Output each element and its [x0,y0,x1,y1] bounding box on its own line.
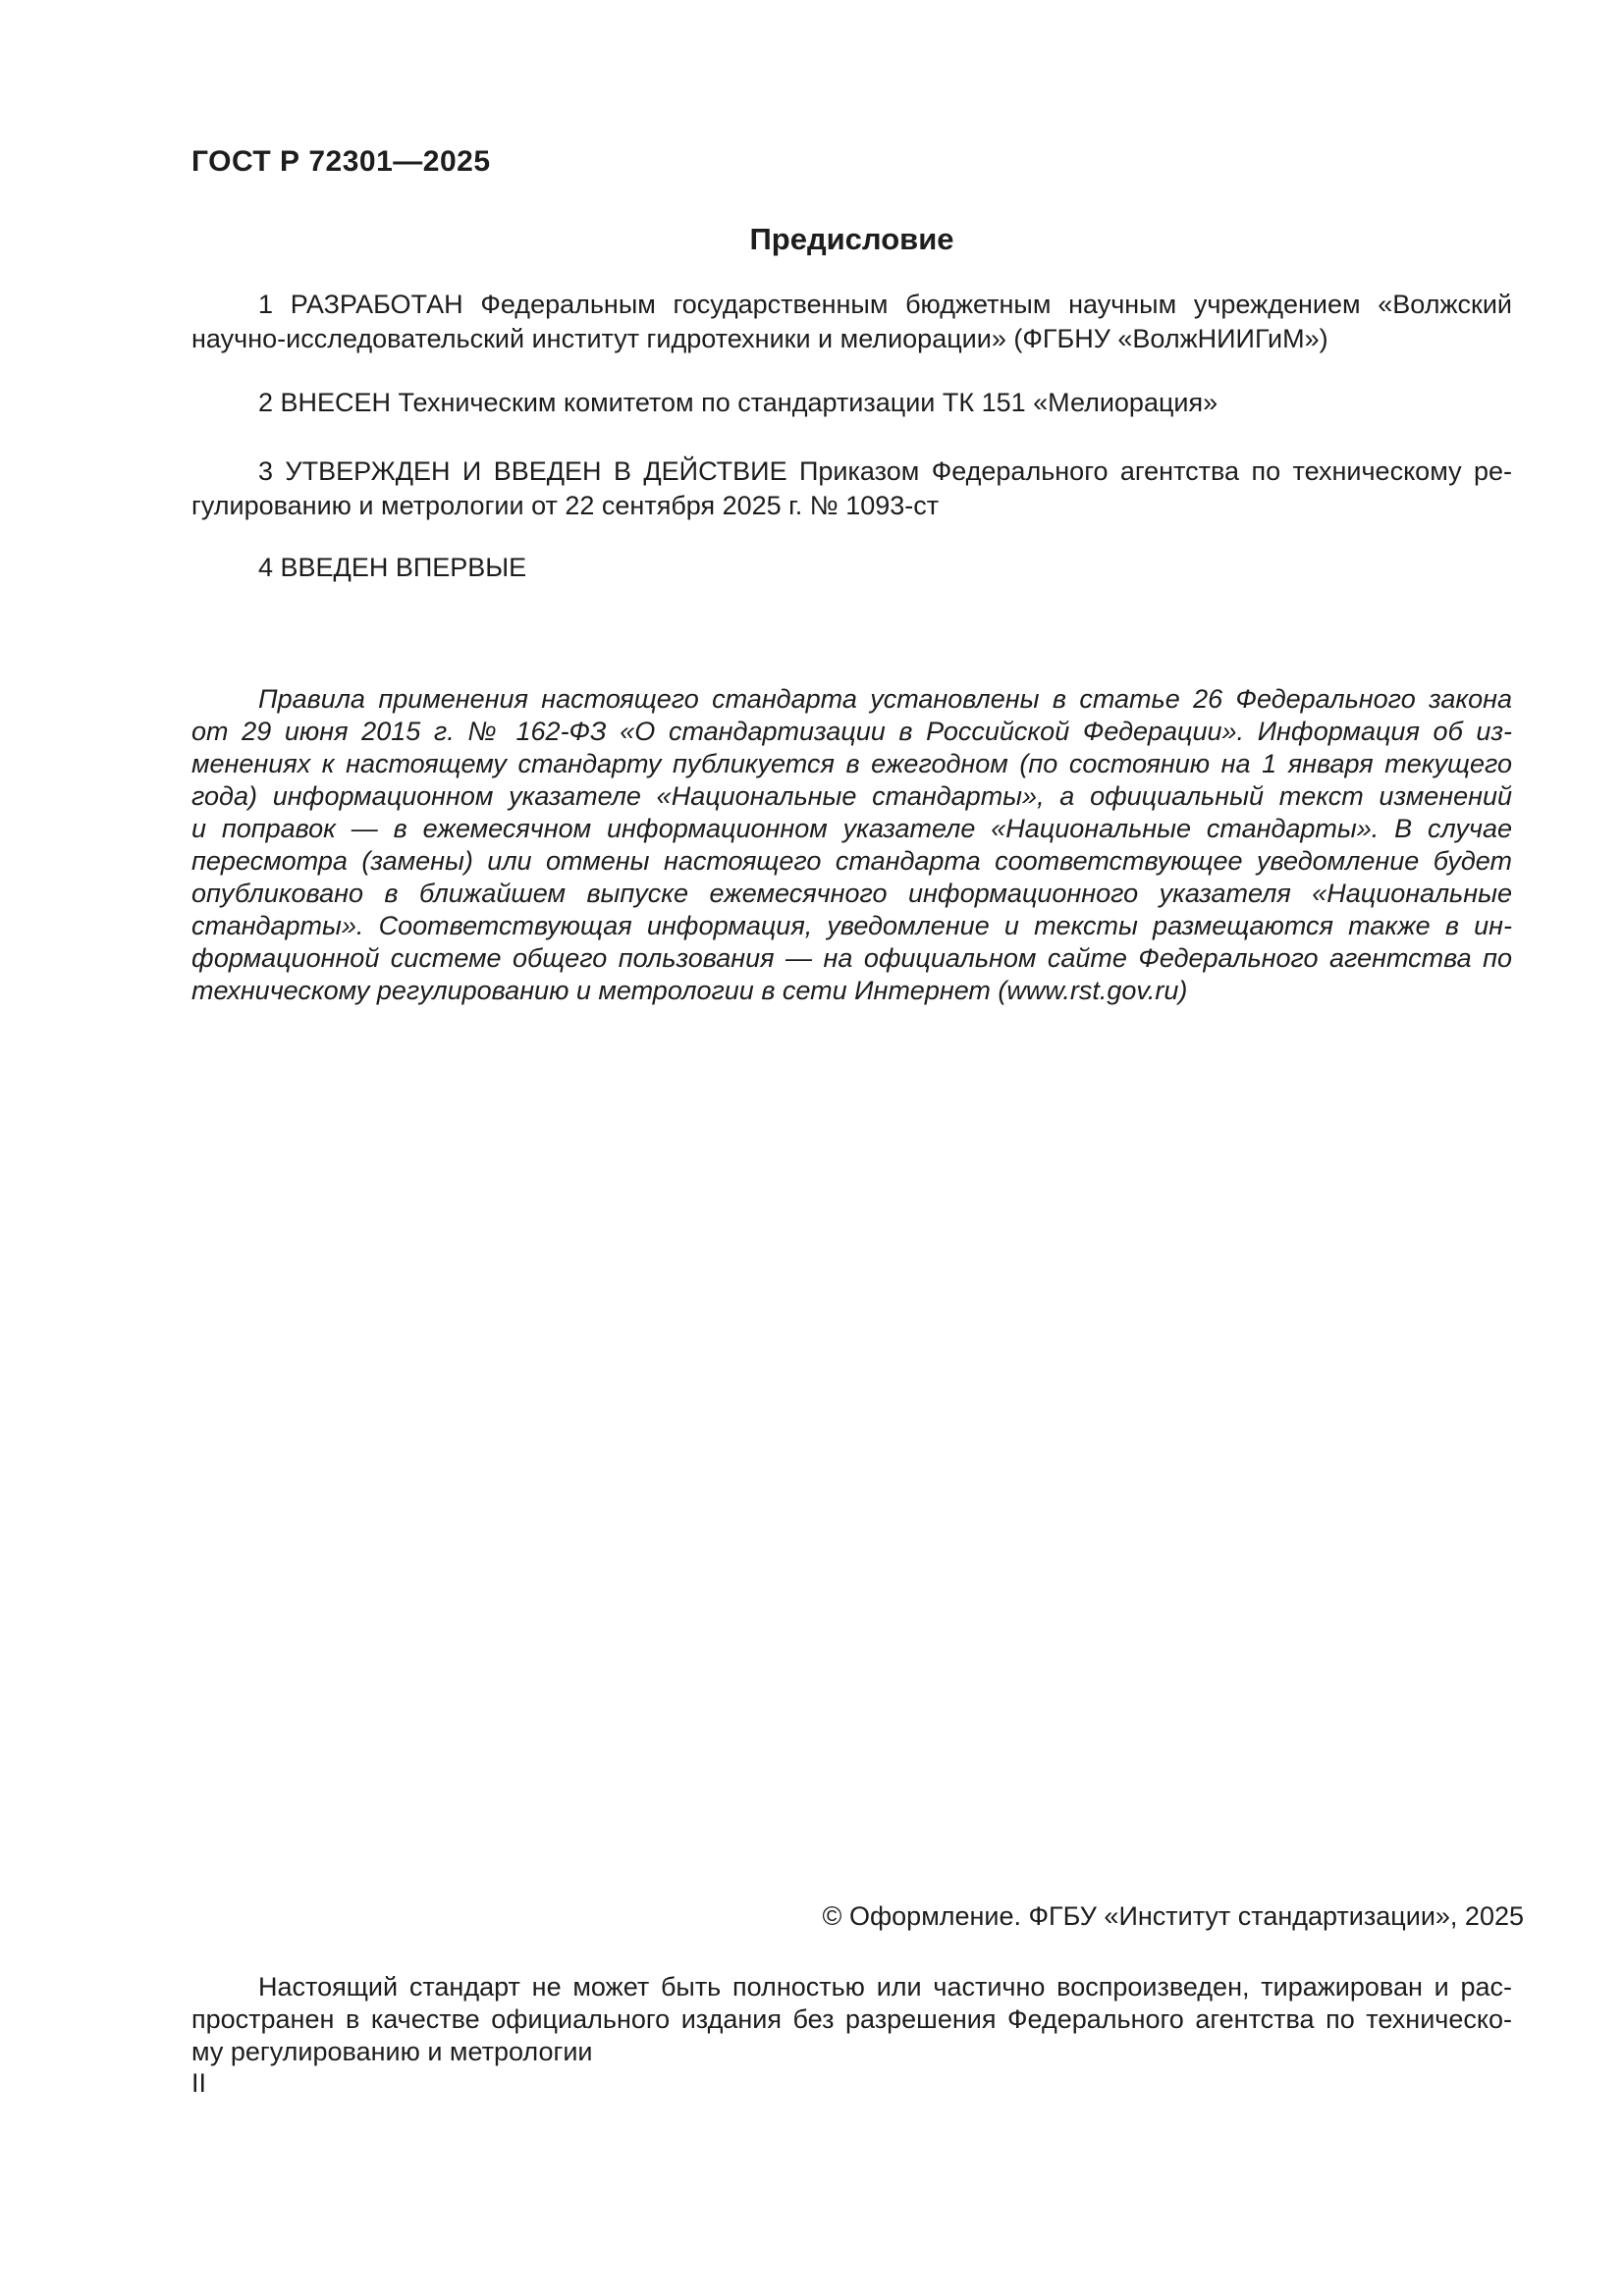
clause-submitted [191,386,1512,420]
legal-notice-line: менениях к настоящему стандарту публикуется в ежегодном (по состоянию на 1 января текущего [191,749,1512,778]
clause-approved [191,454,1512,523]
legal-notice-line: опубликовано в ближайшем выпуске ежемесячного информационного указателя «Национальные [191,879,1512,908]
reproduction-notice [191,1971,1512,2068]
clause-approved-line: гулированию и метрологии от 22 сентября 2025 г. № 1093-ст [191,491,940,520]
legal-notice-line: и поправок — в ежемесячном информационном указателе «Национальные стандарты». В случае [191,814,1512,843]
reproduction-notice-line: Настоящий стандарт не может быть полностью или частично воспроизведен, тиражирован и рас- [258,1972,1512,2002]
legal-notice-line: пересмотра (замены) или отмены настоящего стандарта соответствующее уведомление будет [191,846,1512,876]
legal-notice-line: Правила применения настоящего стандарта установлены в статье 26 Федерального закона [258,684,1512,714]
clause-developed [191,288,1512,356]
legal-notice-line: формационной системе общего пользования — на официальном сайте Федерального агентства по [191,943,1512,973]
clause-approved-line: 3 УТВЕРЖДЕН И ВВЕДЕН В ДЕЙСТВИЕ Приказом Федерального агентства по техническому ре- [258,456,1512,486]
legal-notice-line: стандарты». Соответствующая информация, уведомление и тексты размещаются также в ин- [191,911,1512,940]
clause-submitted-line: 2 ВНЕСЕН Техническим комитетом по стандартизации ТК 151 «Мелиорация» [258,388,1218,417]
reproduction-notice-line: му регулированию и метрологии [191,2037,593,2066]
legal-notice-line: года) информационном указателе «Национальные стандарты», а официальный текст изменений [191,781,1512,811]
clause-developed-line: 1 РАЗРАБОТАН Федеральным государственным бюджетным научным учреждением «Волжский [258,290,1512,319]
reproduction-notice-line: пространен в качестве официального издания без разрешения Федерального агентства по техническо- [191,2004,1512,2034]
page-number: II [191,2068,207,2098]
clause-developed-line: научно-исследовательский институт гидротехники и мелиорации» (ФГБНУ «ВолжНИИГиМ») [191,324,1328,353]
legal-notice-line: от 29 июня 2015 г. № 162-ФЗ «О стандартизации в Российской Федерации». Информация об из- [191,717,1512,746]
legal-notice-line: техническому регулированию и метрологии в сети Интернет (www.rst.gov.ru) [191,976,1188,1005]
copyright-line: © Оформление. ФГБУ «Институт стандартизации», 2025 [822,1901,1524,1931]
doc-code: ГОСТ Р 72301—2025 [191,145,491,178]
clause-first-edition [191,551,1512,585]
application-rules-notice [191,683,1512,1007]
clause-first-edition-line: 4 ВВЕДЕН ВПЕРВЫЕ [258,553,527,582]
page-title: Предисловие [749,222,954,256]
